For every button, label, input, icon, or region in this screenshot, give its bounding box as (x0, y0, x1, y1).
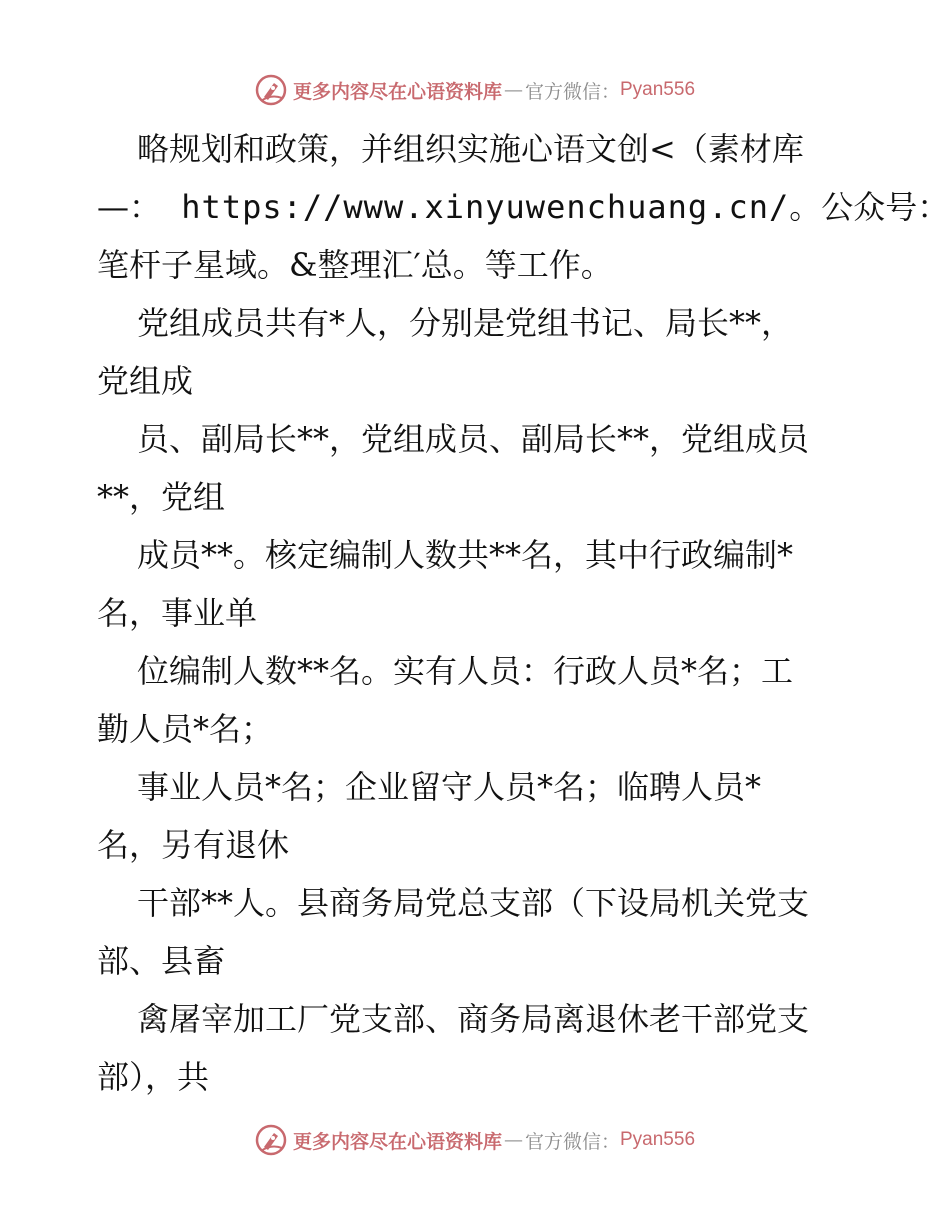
text-line: 事业人员*名；企业留守人员*名；临聘人员* (137, 768, 762, 806)
text-line: 笔杆子星域。&整理汇′总。等工作。 (97, 246, 613, 284)
text-line: 名，另有退休 (97, 826, 290, 864)
banner-title: 更多内容尽在心语资料库 (292, 1130, 502, 1153)
pen-nib-logo-icon (255, 1124, 287, 1156)
text-line: 略规划和政策，并组织实施心语文创<（素材库 (137, 130, 804, 168)
text-line: 部、县畜 (97, 942, 226, 980)
url-text: https://www.xinyuwenchuang.cn/ (161, 188, 790, 226)
text-line: 党组成员共有*人，分别是党组书记、局长**， (137, 304, 794, 342)
text-line: 党组成 (97, 362, 194, 400)
text-line: 员、副局长**，党组成员、副局长**，党组成员 (137, 420, 810, 458)
text-line: 位编制人数**名。实有人员：行政人员*名；工 (137, 652, 794, 690)
footer-banner (0, 1120, 950, 1160)
banner-wechat-label: 官方微信： (524, 80, 620, 103)
text-line: 部），共 (97, 1058, 210, 1096)
text-line (97, 178, 950, 236)
text-line: 名，事业单 (97, 594, 258, 632)
text-line: 勤人员*名； (97, 710, 274, 748)
body-text (97, 120, 950, 1106)
header-banner (0, 70, 950, 110)
text-line: **，党组 (97, 478, 226, 516)
banner-wechat-id: Pyan556 (620, 79, 696, 100)
text-line: 成员**。核定编制人数共**名，其中行政编制* (137, 536, 794, 574)
banner-wechat-label: 官方微信： (524, 1130, 620, 1153)
text-fragment: 。公众号： (789, 188, 950, 226)
banner-separator: — (503, 1129, 523, 1151)
banner-title: 更多内容尽在心语资料库 (292, 80, 502, 103)
pen-nib-logo-icon (255, 74, 287, 106)
banner-wechat-id: Pyan556 (620, 1129, 696, 1150)
text-fragment: —： (97, 188, 162, 226)
text-line: 干部**人。县商务局党总支部（下设局机关党支 (137, 884, 810, 922)
banner-separator: — (503, 79, 523, 101)
text-line: 禽屠宰加工厂党支部、商务局离退休老干部党支 (137, 1000, 810, 1038)
